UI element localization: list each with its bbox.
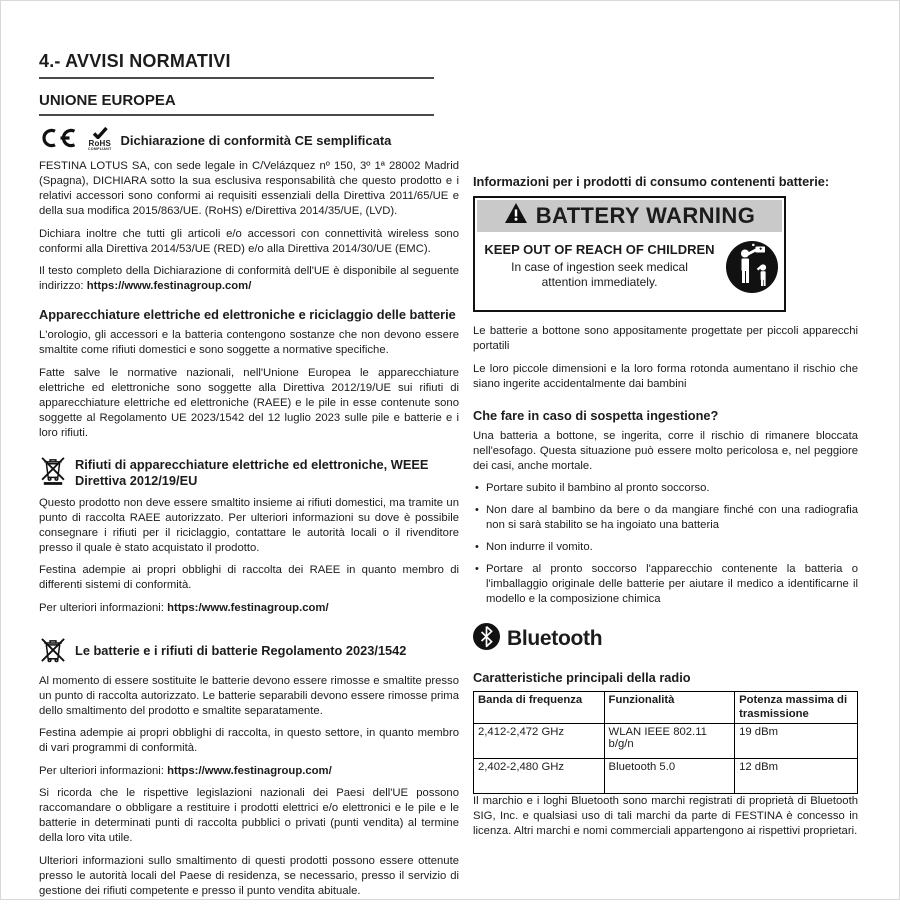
keep-away-from-children-icon xyxy=(726,241,778,298)
paragraph-substances: L'orologio, gli accessori e la batteria contengono sostanze che non devono essere smaltite come rifiuti domestici e sono soggette a normative specifiche. xyxy=(39,329,459,357)
list-item: • Portare subito il bambino al pronto soccorso. xyxy=(486,481,858,496)
list-item: • Portare al pronto soccorso l'apparecchio contenente la batteria o l'imballaggio originale delle batterie per aiutare il medico a identificarne il modello e la composizione chimica xyxy=(486,562,858,607)
battery-info-heading: Informazioni per i prodotti di consumo contenenti batterie: xyxy=(473,174,830,189)
table-cell: 2,412-2,472 GHz xyxy=(474,724,605,759)
paragraph-bluetooth-trademark: Il marchio e i loghi Bluetooth sono marchi registrati di proprietà di Bluetooth SIG, Inc. e qualsiasi uso di tali marchi da parte di FESTINA è concesso in licenza. Altri marchi e nomi commerciali appartengono ai rispettivi proprietari. xyxy=(473,795,858,838)
festinagroup-link[interactable]: https://www.festinagroup.com/ xyxy=(167,764,332,777)
ingestion-steps-list xyxy=(473,481,858,607)
table-cell: 12 dBm xyxy=(735,759,858,794)
battery-warning-box xyxy=(473,196,786,312)
paragraph-battery-membership: Festina adempie ai propri obblighi di raccolta, in questo settore, in quanto membro di vari programmi di conformità. xyxy=(39,727,459,755)
radio-characteristics-table xyxy=(473,691,858,794)
paragraph-ingestion-risk: Le loro piccole dimensioni e la loro forma rotonda aumentano il rischio che siano ingerite accidentalmente dai bambini xyxy=(473,362,858,390)
table-row xyxy=(474,759,858,794)
two-column-layout xyxy=(39,92,899,907)
table-header-row xyxy=(474,692,858,724)
battery-bin-icon xyxy=(39,636,67,669)
table-cell: 19 dBm xyxy=(735,724,858,759)
table-cell: 2,402-2,480 GHz xyxy=(474,759,605,794)
ce-mark-icon xyxy=(39,128,79,153)
paragraph-weee-disposal: Questo prodotto non deve essere smaltito insieme ai rifiuti domestici, ma tramite un punto di raccolta RAEE autorizzato. Per ulteriori informazioni su dove è possibile consegnare i rifiuti per il riciclaggio, contattare le autorità locali o il rivenditore presso il quale è stato acquistato il prodotto. xyxy=(39,496,459,554)
page-title: 4.- AVVISI NORMATIVI xyxy=(39,51,434,79)
battery-warning-title: BATTERY WARNING xyxy=(535,202,756,228)
paragraph-battery-removal: Al momento di essere sostituite le batterie devono essere rimosse e smaltite presso un punto di raccolta autorizzato. Le batterie separabili devono essere rimosse prima dello smaltimento del prodotto e smaltite separatamente. xyxy=(39,674,459,717)
column-header: Potenza massima di trasmissione xyxy=(735,692,858,724)
weee-section-heading: Rifiuti di apparecchiature elettriche ed elettroniche, WEEE Direttiva 2012/19/EU xyxy=(75,456,429,488)
ce-declaration-heading-row xyxy=(39,128,459,153)
table-cell: Bluetooth 5.0 xyxy=(604,759,735,794)
suspected-ingestion-heading: Che fare in caso di sospetta ingestione? xyxy=(473,407,719,423)
region-title: UNIONE EUROPEA xyxy=(39,92,434,116)
paragraph-wireless: Dichiara inoltre che tutti gli articoli e/o accessori con connettività wireless sono conformi alla Direttiva 2014/53/UE (RED) e/o alla Direttiva 2014/30/UE (EMC). xyxy=(39,227,459,255)
paragraph-directives: Fatte salve le normative nazionali, nell'Unione Europea le apparecchiature elettriche ed elettroniche sono soggette alla Direttiva 2012/19/UE sui rifiuti di apparecchiature elettriche ed elettroniche (RAEE) e le pile in esse contenute sono soggette al Regolamento UE 2023/1542 del 12 luglio 2023 sulle pile e batterie e i loro rifiuti. xyxy=(39,366,459,439)
manual-page xyxy=(39,51,899,907)
battery-warning-body xyxy=(477,232,782,308)
paragraph-button-batteries: Le batterie a bottone sono appositamente progettate per piccoli apparecchi portatili xyxy=(473,324,858,352)
battery-reg-section-heading: Le batterie e i rifiuti di batterie Regolamento 2023/1542 xyxy=(75,642,407,658)
paragraph-national-laws: Si ricorda che le rispettive legislazioni nazionali dei Paesi dell'UE possono raccomandare o obbligare a restituire i prodotti elettrici e/o elettronici e le pile e le batterie in determinati punti di raccolta pubblici o privati (punti vendita) al termine della loro vita utile. xyxy=(39,787,459,845)
festinagroup-link[interactable]: https://www.festinagroup.com/ xyxy=(86,280,252,293)
keep-out-of-reach-text: KEEP OUT OF REACH OF CHILDREN xyxy=(484,241,715,257)
rohs-compliant-icon: RoHS COMPLIANT xyxy=(88,127,112,152)
column-header: Funzionalità xyxy=(604,692,735,724)
warning-triangle-icon xyxy=(504,202,528,229)
bluetooth-icon xyxy=(473,623,500,655)
paragraph-esophagus: Una batteria a bottone, se ingerita, corre il rischio di rimanere bloccata nell'esofago. Questa situazione può essere molto pericolosa e, nel peggiore dei casi, anche mortale. xyxy=(473,429,858,472)
recycle-section-heading: Apparecchiature elettriche ed elettroniche e riciclaggio delle batterie xyxy=(39,307,456,323)
paragraph-declaration: FESTINA LOTUS SA, con sede legale in C/Velázquez nº 150, 3º 1ª 28002 Madrid (Spagna), DICHIARA sotto la sua esclusiva responsabilità che questo prodotto e i relativi accessori sono conformi ai requisiti essenziali della Direttiva 2011/65/UE e della sua modifica 2015/863/UE. (RoHS) e/Direttiva 2014/35/UE, (LVD). xyxy=(39,160,459,218)
list-item: • Non indurre il vomito. xyxy=(486,540,858,555)
weee-heading-row xyxy=(39,455,459,491)
table-cell: WLAN IEEE 802.11 b/g/n xyxy=(604,724,735,759)
ingestion-advice-text: In case of ingestion seek medical attention immediately. xyxy=(511,259,688,289)
battery-reg-heading-row xyxy=(39,636,459,669)
column-header: Banda di frequenza xyxy=(474,692,605,724)
paragraph-battery-info: Per ulteriori informazioni: https://www.festinagroup.com/ xyxy=(39,764,332,777)
radio-characteristics-heading: Caratteristiche principali della radio xyxy=(473,670,691,686)
battery-warning-header xyxy=(477,200,782,232)
ce-declaration-heading: Dichiarazione di conformità CE semplificata xyxy=(120,133,392,148)
list-item: • Non dare al bambino da bere o da mangiare finché con una radiografia non si sarà stabilito se ha ingoiato una batteria xyxy=(486,503,858,533)
bluetooth-logo xyxy=(473,623,858,655)
right-column xyxy=(473,92,858,907)
festinagroup-link[interactable]: https:/www.festinagroup.com/ xyxy=(167,601,329,614)
paragraph-local-authorities: Ulteriori informazioni sullo smaltimento di questi prodotti possono essere ottenute presso le autorità locali del Paese di residenza, se necessario, presso il servizio di gestione dei rifiuti competente e presso il punto vendita abituale. xyxy=(39,854,459,898)
bluetooth-wordmark: Bluetooth xyxy=(507,627,603,651)
weee-bin-icon xyxy=(39,455,67,491)
paragraph-weee-info: Per ulteriori informazioni: https:/www.festinagroup.com/ xyxy=(39,601,329,614)
paragraph-full-text: Il testo completo della Dichiarazione di conformità dell'UE è disponibile al seguente indirizzo: https://www.festinagroup.com/ xyxy=(39,265,459,293)
left-column xyxy=(39,92,459,907)
table-row xyxy=(474,724,858,759)
paragraph-weee-membership: Festina adempie ai propri obblighi di raccolta dei RAEE in quanto membro di differenti sistemi di conformità. xyxy=(39,564,459,592)
